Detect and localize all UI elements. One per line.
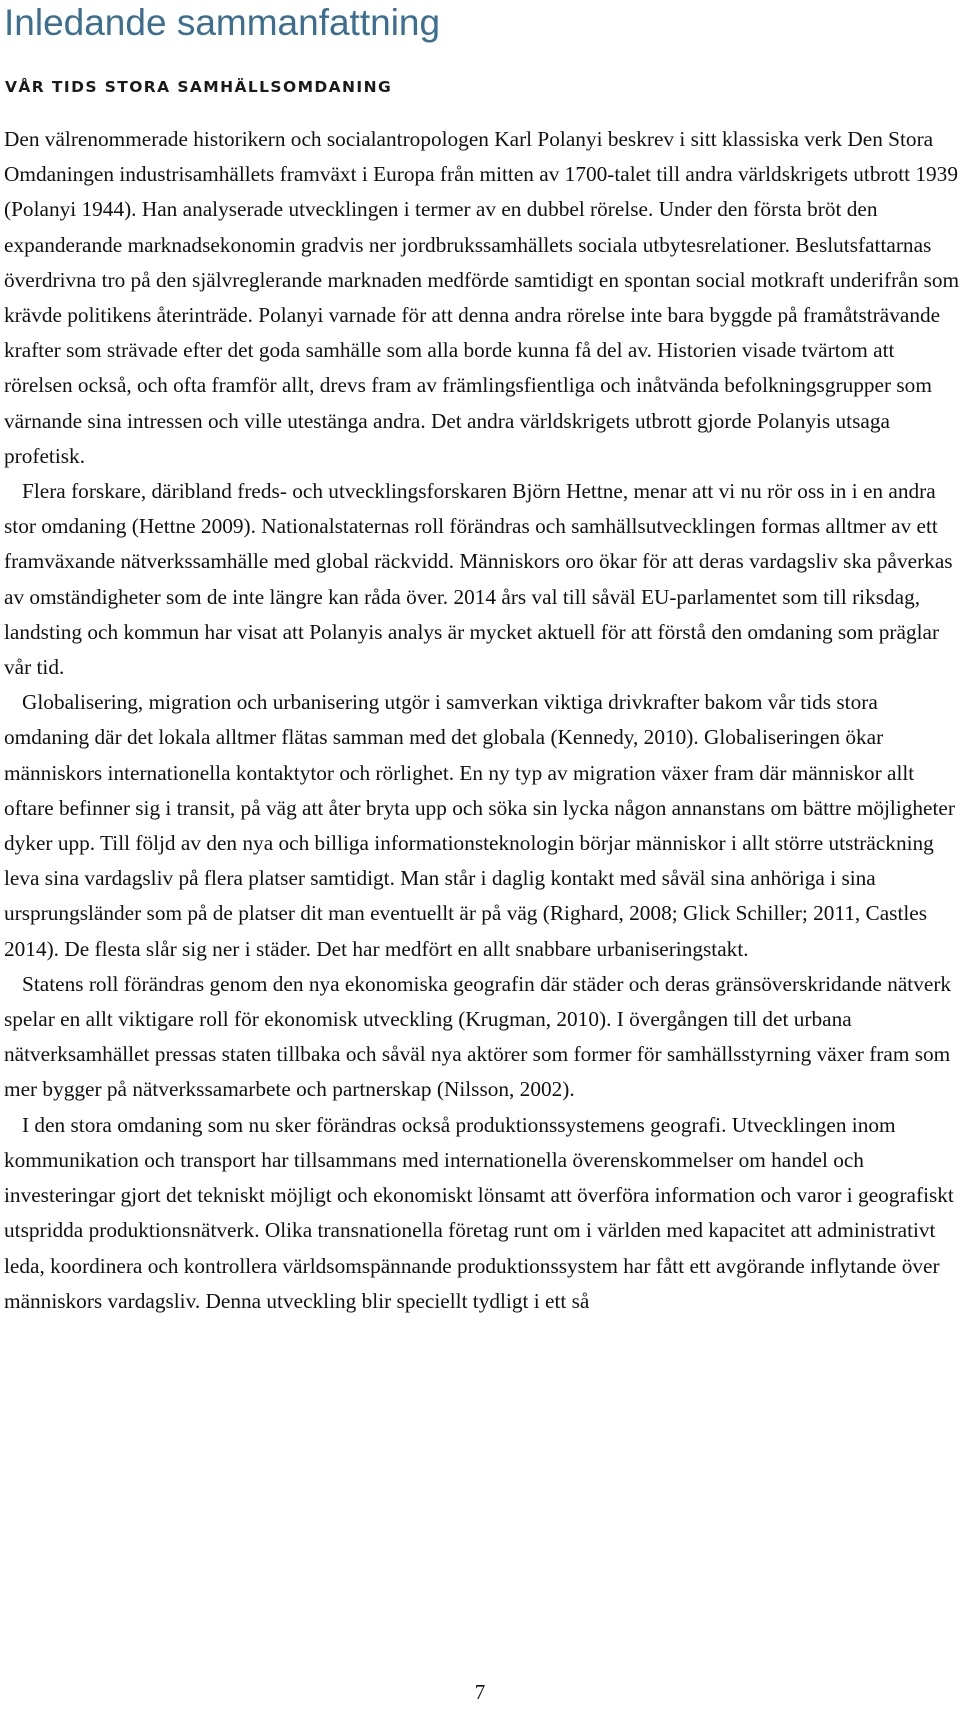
paragraph-2: Flera forskare, däribland freds- och utvecklingsforskaren Björn Hettne, menar att vi nu rör oss in i en andra stor omdaning (Hettne 2009). Nationalstaternas roll förändras och samhällsutvecklingen formas alltmer av ett framväxande nätverkssamhälle med global räckvidd. Människors oro ökar för att deras vardagsliv ska påverkas av omständigheter som de inte längre kan råda över. 2014 års val till såväl EU-parlamentet som till riksdag, landsting och kommun har visat att Polanyis analys är mycket aktuell för att förstå den omdaning som präglar vår tid.: [4, 479, 953, 680]
paragraph-3: Globalisering, migration och urbanisering utgör i samverkan viktiga drivkrafter bakom vår tids stora omdaning där det lokala alltmer flätas samman med det globala (Kennedy, 2010). Globaliseringen ökar människors internationella kontaktytor och rörlighet. En ny typ av migration växer fram där människor allt oftare befinner sig i transit, på väg att åter bryta upp och söka sin lycka någon annanstans om bättre möjligheter dyker upp. Till följd av den nya och billiga informationsteknologin börjar människor i allt större utsträckning leva sina vardagsliv på flera platser samtidigt. Man står i daglig kontakt med såväl sina anhöriga i sina ursprungsländer som på de platser dit man eventuellt är på väg (Righard, 2008; Glick Schiller; 2011, Castles 2014). De flesta slår sig ner i städer. Det har medfört en allt snabbare urbaniseringstakt.: [4, 690, 955, 961]
page-title: Inledande sammanfattning: [4, 2, 441, 43]
paragraph-5: I den stora omdaning som nu sker förändras också produktionssystemens geografi. Utvecklingen inom kommunikation och transport har tillsammans med internationella överenskommelser om handel och investeringar gjort det tekniskt möjligt och ekonomiskt lönsamt att överföra information och varor i geografiskt utspridda produktionsnätverk. Olika transnationella företag runt om i världen med kapacitet att administrativt leda, koordinera och kontrollera världsomspännande produktionssystem har fått ett avgörande inflytande över människors vardagsliv. Denna utveckling blir speciellt tydligt i ett så: [4, 1112, 954, 1313]
paragraph-1: Den välrenommerade historikern och socialantropologen Karl Polanyi beskrev i sitt klassiska verk Den Stora Omdaningen industrisamhällets framväxt i Europa från mitten av 1700-talet till andra världskrigets utbrott 1939 (Polanyi 1944). Han analyserade utvecklingen i termer av en dubbel rörelse. Under den första bröt den expanderande marknadsekonomin gradvis ner jordbrukssamhällets sociala utbytesrelationer. Beslutsfattarnas överdrivna tro på den självreglerande marknaden medförde samtidigt en spontan social motkraft underifrån som krävde politikens återinträde. Polanyi varnade för att denna andra rörelse inte bara byggde på framåtsträvande krafter som strävade efter det goda samhälle som alla borde kunna få del av. Historien visade tvärtom att rörelsen också, och ofta framför allt, drevs fram av främlingsfientliga och inåtvända befolkningsgrupper som värnande sina intressen och ville utestänga andra. Det andra världskrigets utbrott gjorde Polanyis utsaga profetisk.: [4, 127, 960, 468]
page-number: 7: [474, 1680, 486, 1704]
section-heading: VÅR TIDS STORA SAMHÄLLSOMDANING: [5, 78, 393, 96]
body-text: [4, 122, 960, 1319]
paragraph-4: Statens roll förändras genom den nya ekonomiska geografin där städer och deras gränsöverskridande nätverk spelar en allt viktigare roll för ekonomisk utveckling (Krugman, 2010). I övergången till det urbana nätverksamhället pressas staten tillbaka och såväl nya aktörer som former för samhällsstyrning växer fram som mer bygger på nätverkssamarbete och partnerskap (Nilsson, 2002).: [4, 971, 952, 1102]
